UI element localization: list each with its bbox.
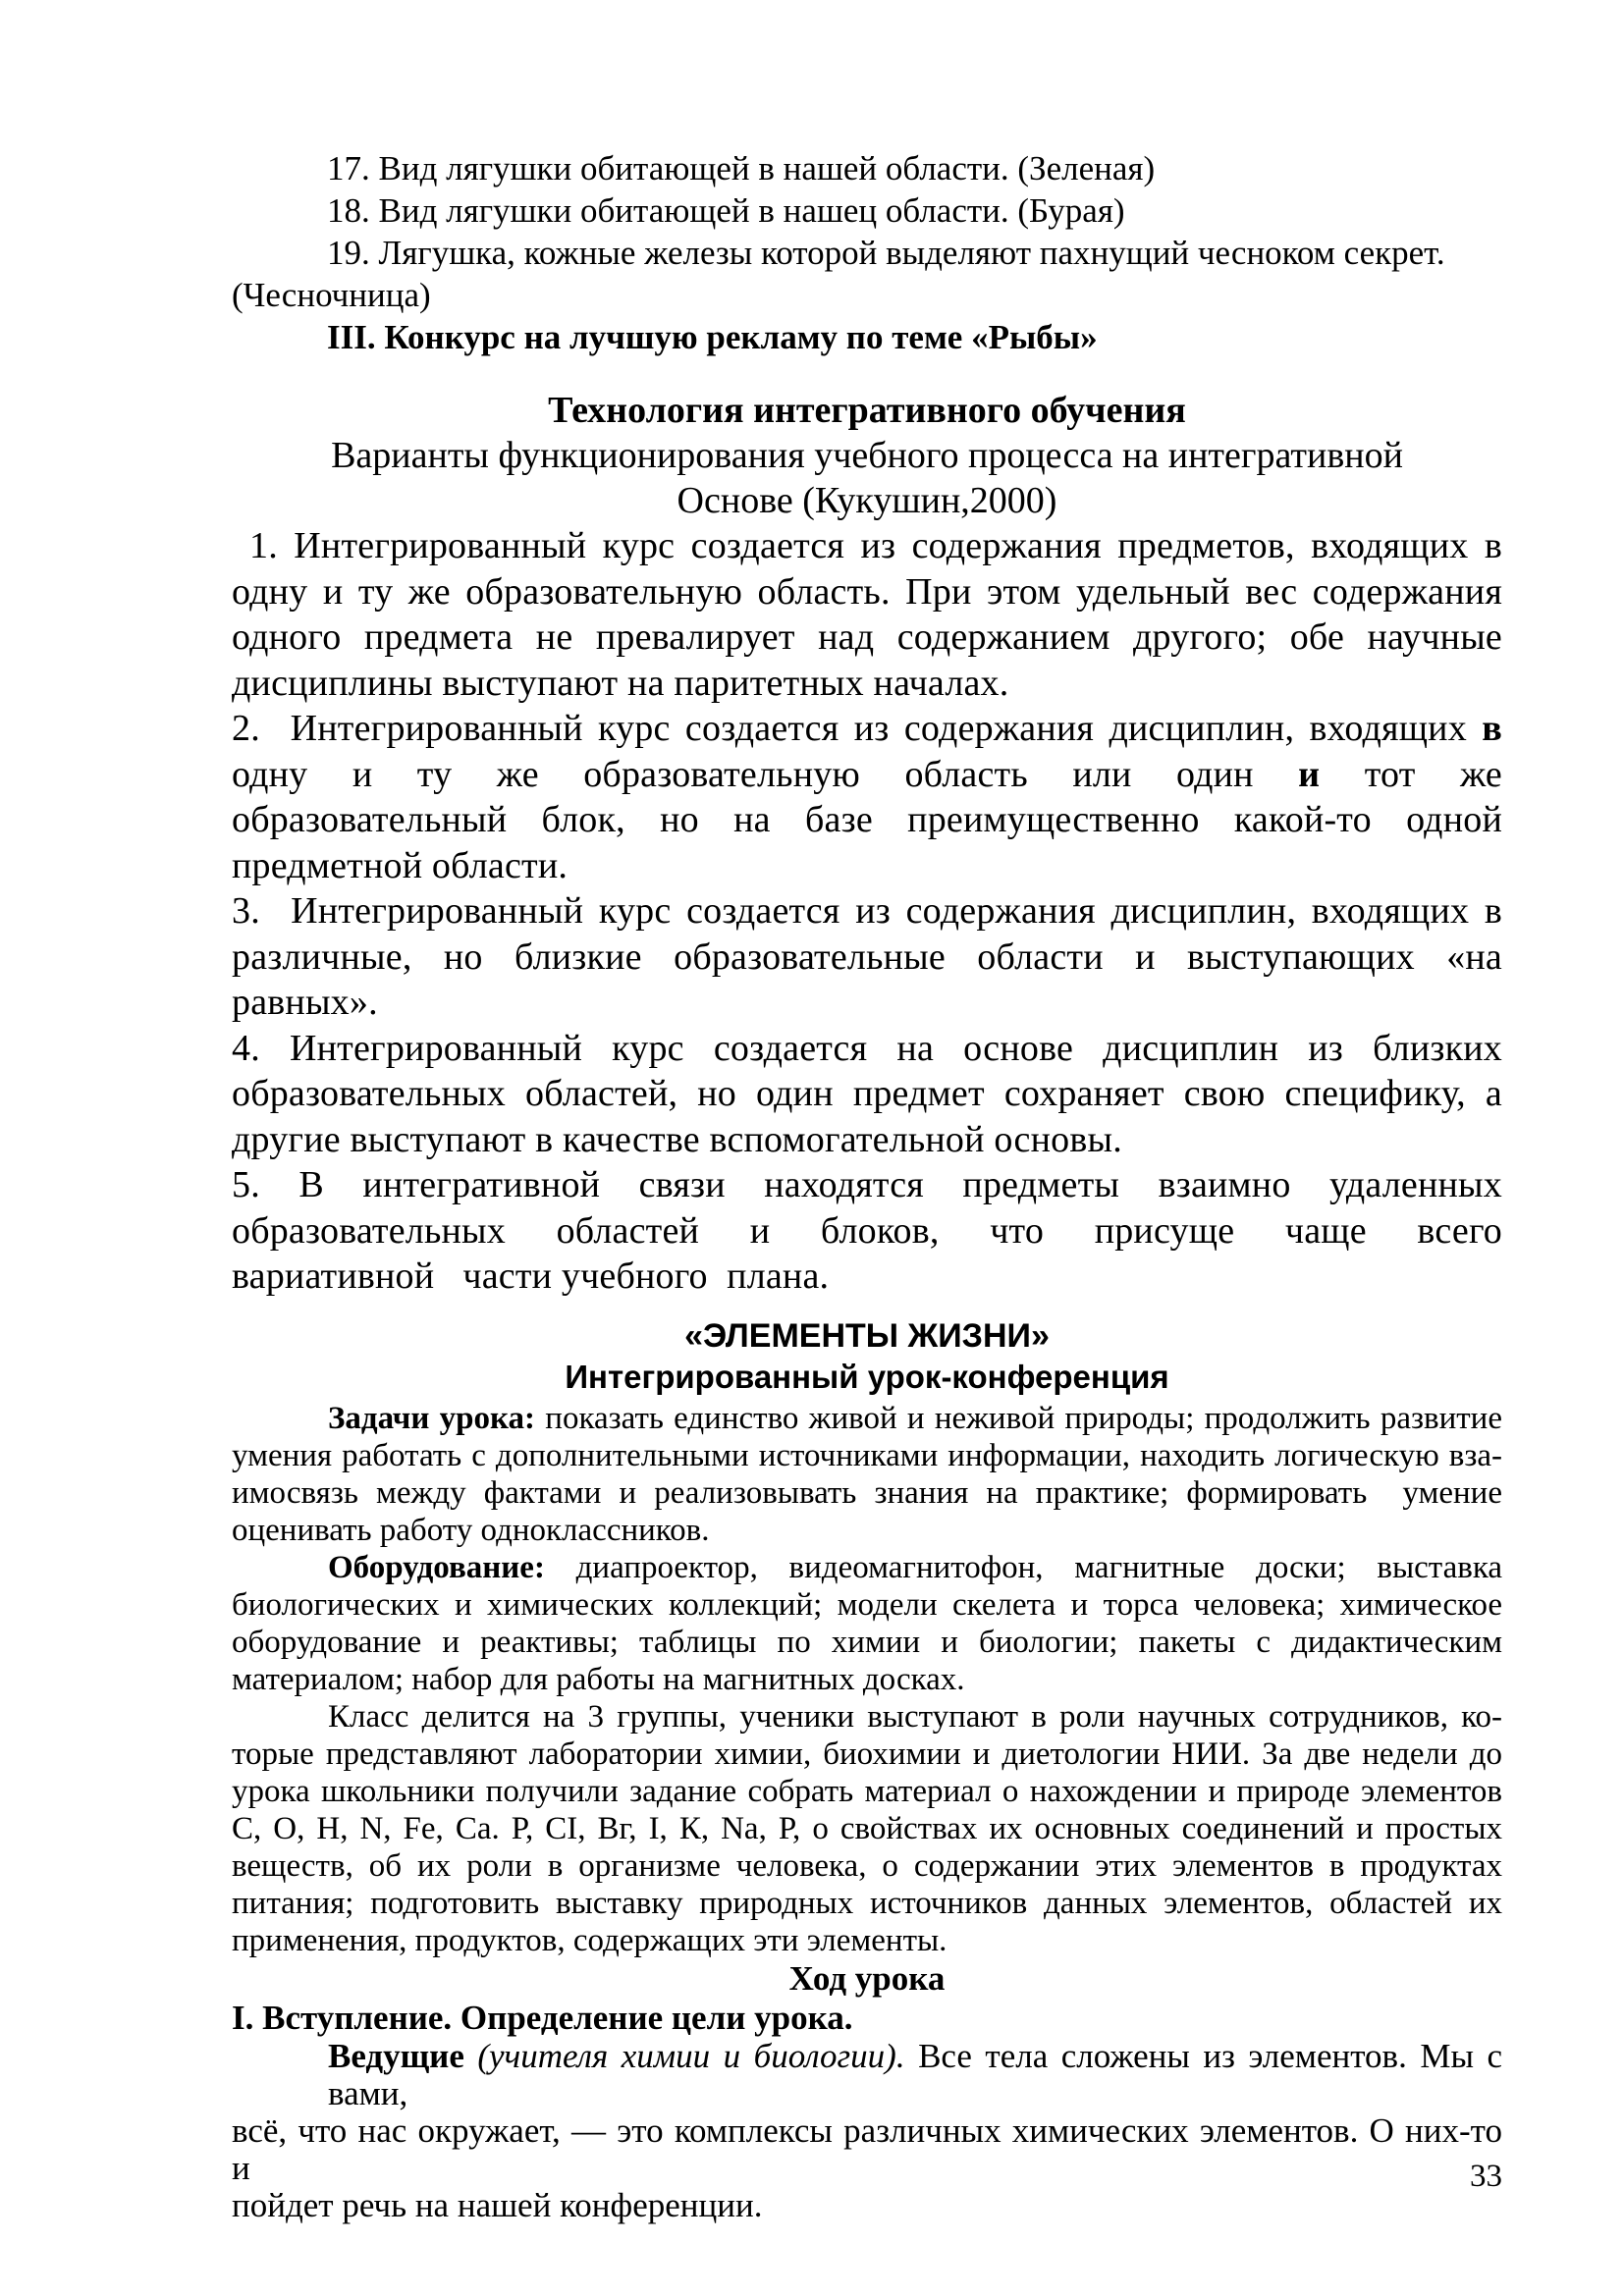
text-run: различные, но близкие образовательные области и выступающих «на — [232, 935, 1502, 978]
text-run: 3. Интегрированный курс создается из содержания дисциплин, входящих в — [232, 890, 1502, 932]
text-line — [232, 1117, 1502, 1163]
text-run: одного предмета не превалирует над содержанием другого; обе научные — [232, 616, 1502, 658]
text-run: оценивать работу одноклассников. — [232, 1512, 710, 1548]
text-run: всё, что нас окружает, — это комплексы различных химических элементов. О них-то и — [232, 2110, 1502, 2187]
text-run: пойдет речь на нашей конференции. — [232, 2185, 763, 2224]
text-run: урока школьники получили задание собрать материал о нахождении и природе элементов — [232, 1773, 1502, 1809]
text-run: другие выступают в качестве вспомогательной основы. — [232, 1118, 1122, 1160]
text-run: в — [1482, 708, 1502, 749]
text-run: образовательных областей и блоков, что присуще чаще всего — [232, 1209, 1502, 1252]
text-line — [232, 1773, 1502, 1810]
elements-section — [232, 1315, 1502, 2224]
text-line — [232, 843, 1502, 889]
text-line — [232, 1549, 1502, 1586]
text-line — [232, 797, 1502, 843]
tech-paragraph-5 — [232, 1162, 1502, 1300]
text-run: Класс делится на 3 группы, ученики выступают в роли научных сотрудников, ко- — [328, 1698, 1502, 1735]
quiz-item-19-continuation: (Чесночница) — [232, 276, 431, 314]
text-line — [232, 1437, 1502, 1474]
text-line — [232, 1586, 1502, 1624]
tech-section — [232, 388, 1502, 1300]
text-line — [232, 1847, 1502, 1885]
text-run: 4. Интегрированный курс создается на основе дисциплин из близких — [232, 1027, 1502, 1069]
text-line — [232, 752, 1502, 798]
spacer — [232, 358, 1502, 388]
text-line — [232, 1162, 1502, 1208]
class-paragraph — [232, 1698, 1502, 1959]
text-line — [232, 614, 1502, 661]
contest-heading: III. Конкурс на лучшую рекламу по теме «Рыбы» — [327, 318, 1098, 356]
tech-paragraph-2 — [232, 706, 1502, 888]
text-line — [232, 2112, 1502, 2187]
text-run: вариативной части учебного плана. — [232, 1255, 830, 1297]
text-line — [232, 1698, 1502, 1735]
spacer — [232, 1300, 1502, 1315]
text-line — [232, 1400, 1502, 1437]
tech-paragraph-3 — [232, 888, 1502, 1026]
text-run: показать единство живой и неживой природы; продолжить развитие — [535, 1400, 1502, 1436]
text-line — [232, 1624, 1502, 1661]
text-line — [232, 1885, 1502, 1922]
text-run: 1. Интегрированный курс создается из содержания предметов, входящих в — [249, 525, 1502, 566]
quiz-item-18: 18. Вид лягушки обитающей в нашец области. (Бурая) — [327, 191, 1125, 230]
text-run: (учителя химии и биологии). — [463, 2036, 905, 2075]
text-line — [232, 888, 1502, 934]
quiz-item-17: 17. Вид лягушки обитающей в нашей области. (Зеленая) — [327, 149, 1156, 187]
text-run: предметной области. — [232, 844, 568, 886]
equipment-paragraph — [232, 1549, 1502, 1698]
text-run: образовательный блок, но на базе преимущественно какой-то одной — [232, 799, 1502, 840]
text-line — [232, 1208, 1502, 1255]
text-run: умения работать с дополнительными источниками информации, находить логическую вза- — [232, 1437, 1502, 1473]
text-line — [232, 1071, 1502, 1117]
text-run: образовательных областей, но один предмет сохраняет свою специфику, а — [232, 1073, 1502, 1114]
text-line — [232, 1735, 1502, 1773]
text-line — [232, 1026, 1502, 1072]
text-line — [232, 2187, 1502, 2224]
tech-paragraph-1 — [232, 523, 1502, 706]
text-line — [232, 980, 1502, 1026]
page-content — [232, 0, 1502, 2224]
text-run: биологических и химических коллекций; модели скелета и торса человека; химическое — [232, 1586, 1502, 1623]
text-line — [232, 1254, 1502, 1300]
text-line — [232, 569, 1502, 615]
text-line — [232, 523, 1502, 569]
text-run: питания; подготовить выставку природных источников данных элементов, областей их — [232, 1885, 1502, 1921]
text-run: 5. В интегративной связи находятся предметы взаимно удаленных — [232, 1164, 1502, 1205]
tech-subtitle-line1: Варианты функционирования учебного процесса на интегративной — [331, 435, 1403, 476]
tech-paragraph-4 — [232, 1026, 1502, 1163]
quiz-item-19: 19. Лягушка, кожные железы которой выделяют пахнущий чесноком секрет. — [327, 234, 1445, 272]
hosts-paragraph — [232, 2038, 1502, 2224]
text-run: и — [1298, 753, 1321, 795]
text-run: материалом; набор для работы на магнитных досках. — [232, 1661, 965, 1697]
text-line — [232, 706, 1502, 752]
text-run: торые представляют лаборатории химии, биохимии и диетологии НИИ. За две недели до — [232, 1735, 1502, 1772]
text-line — [232, 1661, 1502, 1698]
tasks-paragraph — [232, 1400, 1502, 1549]
text-run: имосвязь между фактами и реализовывать знания на практике; формировать умение — [232, 1474, 1502, 1511]
elements-subtitle: Интегрированный урок-конференция — [565, 1358, 1169, 1395]
text-run: веществ, об их роли в организме человека, о содержании этих элементов в продуктах — [232, 1847, 1502, 1884]
text-run: Все тела сложены из элементов. Мы с вами, — [328, 2036, 1502, 2112]
text-line — [232, 2038, 1502, 2112]
text-line — [232, 1810, 1502, 1847]
text-run: одну и ту же образовательную область или один — [232, 753, 1299, 795]
page-number: 33 — [1470, 2159, 1502, 2194]
tech-title: Технология интегративного обучения — [548, 390, 1186, 431]
text-run: дисциплины выступают на паритетных началах. — [232, 662, 1009, 704]
tech-subtitle-line2: Основе (Кукушин,2000) — [677, 480, 1057, 521]
text-line — [232, 934, 1502, 981]
text-run: Ведущие — [328, 2036, 464, 2075]
quiz-items-block — [232, 147, 1502, 358]
text-run: Оборудование: — [328, 1549, 545, 1585]
text-run: одну и ту же образовательную область. При этом удельный вес содержания — [232, 570, 1502, 613]
part1-heading: I. Вступление. Определение цели урока. — [232, 1998, 853, 2037]
text-run: равных». — [232, 982, 378, 1023]
elements-title: «ЭЛЕМЕНТЫ ЖИЗНИ» — [684, 1316, 1050, 1355]
text-run: 2. Интегрированный курс создается из содержания дисциплин, входящих — [232, 708, 1483, 749]
lesson-course-heading: Ход урока — [788, 1958, 946, 1998]
text-run: диапроектор, видеомагнитофон, магнитные доски; выставка — [544, 1549, 1502, 1585]
text-run: Задачи урока: — [328, 1400, 536, 1436]
text-line — [232, 661, 1502, 707]
text-run: применения, продуктов, содержащих эти элементы. — [232, 1922, 947, 1958]
text-line — [232, 1922, 1502, 1959]
text-line — [232, 1512, 1502, 1549]
text-line — [232, 1474, 1502, 1512]
text-run: С, О, Н, N, Fe, Ca. Р, CI, Вг, I, К, Na, Р, о свойствах их основных соединений и простых — [232, 1810, 1502, 1846]
text-run: тот же — [1320, 753, 1502, 795]
text-run: оборудование и реактивы; таблицы по химии и биологии; пакеты с дидактическим — [232, 1624, 1502, 1660]
